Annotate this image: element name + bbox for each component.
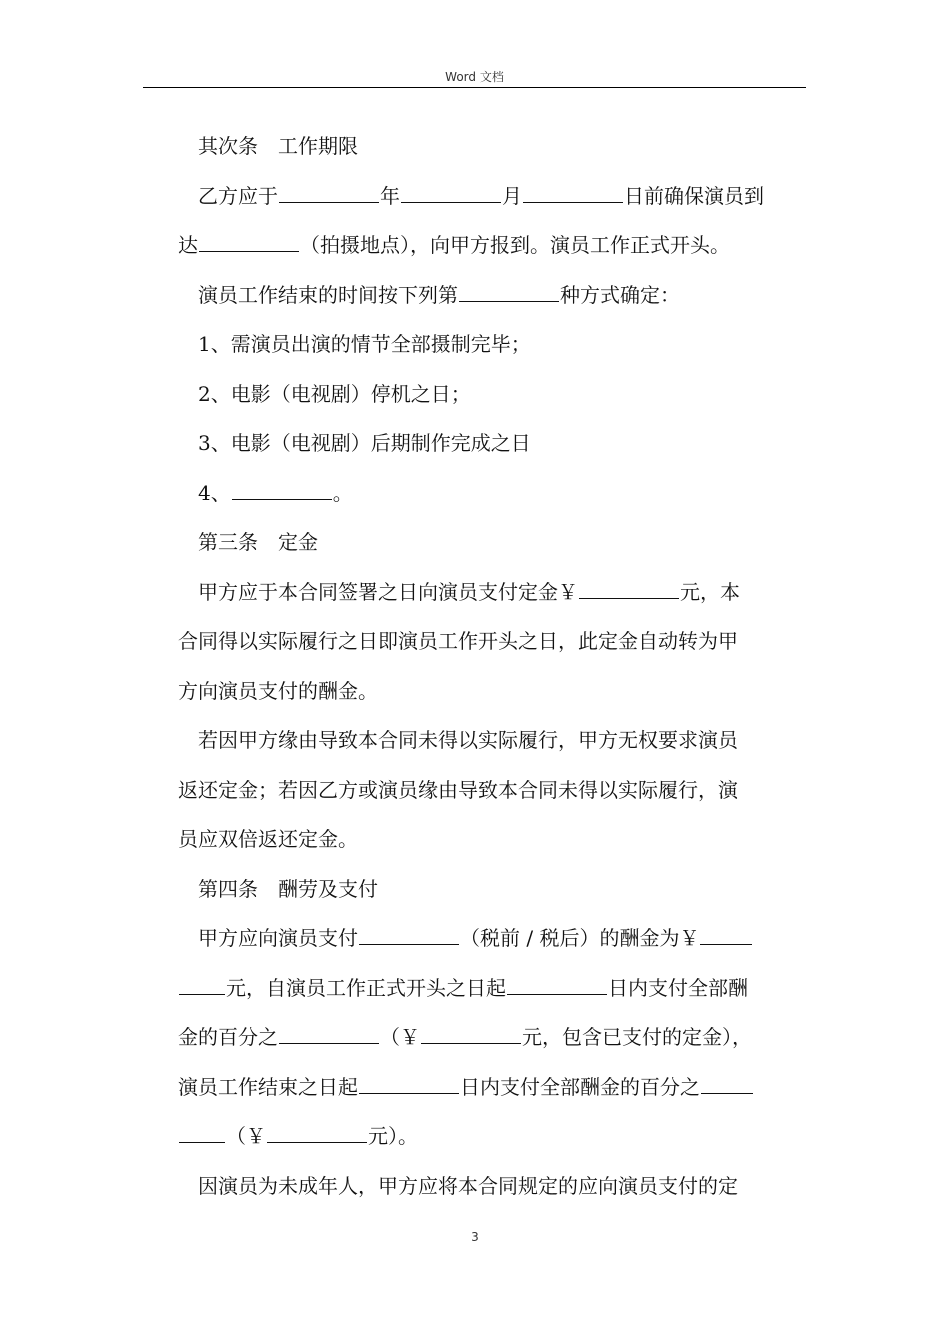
article-3-p1-line2: 合同得以实际履行之日即演员工作开头之日，此定金自动转为甲 [178, 629, 738, 653]
blank-field [279, 1025, 379, 1044]
article-4-p1-line1: 甲方应向演员支付 （税前 / 税后）的酬金为￥ [178, 914, 810, 964]
blank-field [279, 184, 379, 203]
page-number: 3 [471, 1230, 479, 1244]
option-4: 4、 。 [198, 480, 353, 505]
article-2-p2: 演员工作结束的时间按下列第 种方式确定： [198, 282, 680, 307]
blank-field [232, 481, 332, 500]
article-4-p2-line1: 因演员为未成年人，甲方应将本合同规定的应向演员支付的定 [198, 1173, 738, 1198]
article-3-p2-line2: 返还定金；若因乙方或演员缘由导致本合同未得以实际履行，演 [178, 777, 738, 802]
article-4-p1-line2: 元，自演员工作正式开头之日起 日内支付全部酬 [178, 964, 810, 1014]
blank-field [421, 1025, 521, 1044]
blank-field [359, 1075, 459, 1094]
blank-field [701, 1075, 753, 1094]
page-header: Word 文档 [445, 70, 504, 84]
article-3-heading: 第三条 定金 [198, 530, 318, 554]
blank-field [359, 926, 459, 945]
article-3-p2-line1: 若因甲方缘由导致本合同未得以实际履行，甲方无权要求演员 [198, 728, 738, 752]
header-rule [143, 87, 806, 88]
blank-field [199, 233, 299, 252]
blank-field [579, 580, 679, 599]
article-3-p1-line1: 甲方应于本合同签署之日向演员支付定金￥ 元，本 [198, 579, 740, 604]
article-4-p1-line3: 金的百分之 （￥ 元，包含已支付的定金）， [178, 1025, 752, 1049]
option-2: 2、电影（电视剧）停机之日； [198, 381, 471, 406]
article-4-heading: 第四条 酬劳及支付 [198, 876, 378, 901]
article-2-p1-line2: 达 （拍摄地点），向甲方报到。演员工作正式开头。 [178, 233, 730, 257]
option-3: 3、电影（电视剧）后期制作完成之日 [198, 431, 531, 455]
blank-field [179, 1124, 225, 1143]
blank-field [401, 184, 501, 203]
blank-field [523, 184, 623, 203]
blank-field [700, 926, 752, 945]
blank-field [507, 976, 607, 995]
article-4-p1-line5: （￥ 元）。 [178, 1112, 810, 1162]
article-3-p2-line3: 员应双倍返还定金。 [178, 827, 358, 851]
blank-field [179, 976, 225, 995]
document-body [178, 122, 810, 1211]
article-2-p1-line1: 乙方应于 年 月 日前确保演员到 [198, 183, 764, 208]
article-4-p1-line4: 演员工作结束之日起 日内支付全部酬金的百分之 [178, 1063, 810, 1113]
article-2-heading: 其次条 工作期限 [198, 134, 358, 158]
article-3-p1-line3: 方向演员支付的酬金。 [178, 678, 378, 703]
option-1: 1、需演员出演的情节全部摄制完毕； [198, 332, 531, 356]
blank-field [267, 1124, 367, 1143]
blank-field [459, 283, 559, 302]
